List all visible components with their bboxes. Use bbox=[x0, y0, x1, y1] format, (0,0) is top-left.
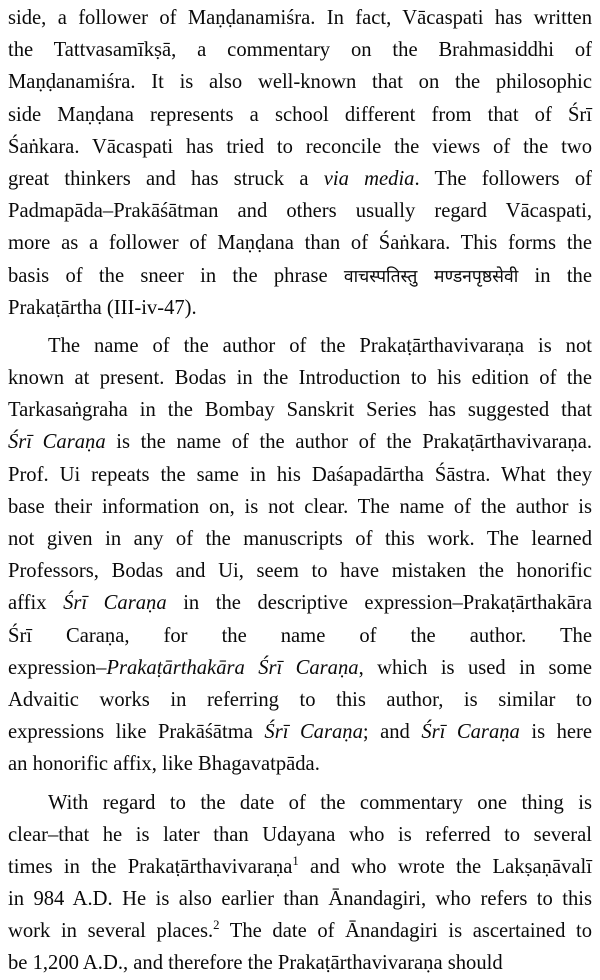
text-line bbox=[8, 2, 592, 34]
text-run: Śaṅkara. Vācaspati has tried to reconcile the views of the two bbox=[8, 135, 592, 158]
text-run: in 984 A.D. He is also earlier than Ānandagiri, who refers to this bbox=[8, 888, 592, 911]
text-run: ; and bbox=[362, 721, 422, 744]
text-line bbox=[8, 555, 592, 587]
text-line bbox=[8, 260, 592, 292]
text-run: side Maṇḍana represents a school different from that of Śrī bbox=[8, 103, 592, 126]
text-run: great thinkers and has struck a bbox=[8, 167, 324, 190]
text-run: be 1,200 A.D., and therefore the Prakaṭārthavivaraṇa should bbox=[8, 952, 503, 975]
page-text-block bbox=[8, 2, 592, 980]
text-run: Prof. Ui repeats the same in his Daśapadārtha Śāstra. What they bbox=[8, 463, 592, 486]
text-run: more as a follower of Maṇḍana than of Śaṅkara. This forms the bbox=[8, 232, 592, 255]
text-run: the Tattvasamīkṣā, a commentary on the Brahmasiddhi of bbox=[8, 39, 592, 62]
footnote-marker: 2 bbox=[213, 918, 220, 933]
italic-phrase: Śrī Caraṇa bbox=[8, 431, 106, 454]
text-line bbox=[8, 34, 592, 66]
text-run: Śrī Caraṇa, for the name of the author. The bbox=[8, 624, 592, 647]
text-run: Prakaṭārtha (III-iv-47). bbox=[8, 296, 197, 319]
italic-phrase: Prakaṭārthakāra Śrī Caraṇa bbox=[106, 656, 359, 679]
text-run: Maṇḍanamiśra. It is also well-known that on the philosophic bbox=[8, 71, 592, 94]
italic-phrase: via media bbox=[323, 167, 415, 190]
devanagari-phrase: वाचस्पतिस्तु मण्डनपृष्ठसेवी bbox=[343, 266, 519, 287]
text-run: With regard to the date of the commentary one thing is bbox=[48, 791, 592, 814]
text-run: side, a follower of Maṇḍanamiśra. In fact, Vācaspati has written bbox=[8, 7, 592, 29]
text-line bbox=[8, 819, 592, 851]
text-run: times in the Prakaṭārthavivaraṇa bbox=[8, 855, 293, 878]
text-run: The date of Ānandagiri is ascertained to bbox=[219, 920, 593, 943]
text-run: basis of the sneer in the phrase bbox=[8, 264, 344, 287]
text-run: clear–that he is later than Udayana who is referred to several bbox=[8, 823, 592, 846]
text-run: Advaitic works in referring to this author, is similar to bbox=[8, 688, 592, 711]
text-run: not given in any of the manuscripts of this work. The learned bbox=[8, 528, 592, 550]
text-line bbox=[8, 587, 592, 619]
text-run: Padmapāda–Prakāśātman and others usually regard Vācaspati, bbox=[8, 200, 592, 223]
text-run: expression– bbox=[8, 656, 107, 679]
text-line bbox=[8, 66, 592, 98]
text-line bbox=[8, 459, 592, 491]
paragraph bbox=[8, 2, 592, 324]
text-run: in the bbox=[518, 264, 592, 287]
text-line bbox=[8, 491, 592, 523]
text-line bbox=[8, 330, 592, 362]
text-run: Tarkasaṅgraha in the Bombay Sanskrit Series has suggested that bbox=[8, 399, 592, 422]
text-line bbox=[8, 523, 592, 555]
text-line bbox=[8, 620, 592, 652]
text-run: in the descriptive expression–Prakaṭārthakāra bbox=[166, 592, 592, 615]
text-run: an honorific affix, like Bhagavatpāda. bbox=[8, 753, 320, 776]
paragraph bbox=[8, 330, 592, 781]
text-run: work in several places. bbox=[8, 920, 214, 943]
text-line bbox=[8, 292, 592, 324]
text-line bbox=[8, 684, 592, 716]
text-line bbox=[8, 883, 592, 915]
paragraph bbox=[8, 787, 592, 980]
text-run: , which is used in some bbox=[358, 656, 592, 679]
text-line bbox=[8, 426, 592, 458]
text-line bbox=[8, 227, 592, 259]
text-line bbox=[8, 915, 592, 947]
text-line bbox=[8, 787, 592, 819]
text-run: Professors, Bodas and Ui, seem to have mistaken the honorific bbox=[8, 560, 592, 583]
text-line bbox=[8, 195, 592, 227]
text-line bbox=[8, 748, 592, 780]
text-run: is the name of the author of the Prakaṭārthavivaraṇa. bbox=[105, 431, 592, 454]
text-run: The name of the author of the Prakaṭārthavivaraṇa is not bbox=[48, 334, 592, 357]
italic-phrase: Śrī Caraṇa bbox=[264, 721, 363, 744]
text-line bbox=[8, 652, 592, 684]
text-run: base their information on, is not clear. The name of the author is bbox=[8, 495, 592, 518]
text-run: . The followers of bbox=[414, 167, 592, 190]
text-line bbox=[8, 163, 592, 195]
text-line bbox=[8, 716, 592, 748]
text-line bbox=[8, 99, 592, 131]
text-line bbox=[8, 131, 592, 163]
text-run: and who wrote the Lakṣaṇāvalī bbox=[298, 855, 592, 878]
text-run: affix bbox=[8, 592, 64, 615]
text-line bbox=[8, 394, 592, 426]
text-run: known at present. Bodas in the Introduction to his edition of the bbox=[8, 367, 592, 390]
footnote-marker: 1 bbox=[292, 854, 299, 869]
text-line bbox=[8, 362, 592, 394]
text-line bbox=[8, 947, 592, 979]
italic-phrase: Śrī Caraṇa bbox=[63, 592, 167, 615]
text-run: is here bbox=[519, 721, 593, 744]
text-line bbox=[8, 851, 592, 883]
italic-phrase: Śrī Caraṇa bbox=[421, 721, 520, 744]
text-run: expressions like Prakāśātma bbox=[8, 721, 265, 744]
